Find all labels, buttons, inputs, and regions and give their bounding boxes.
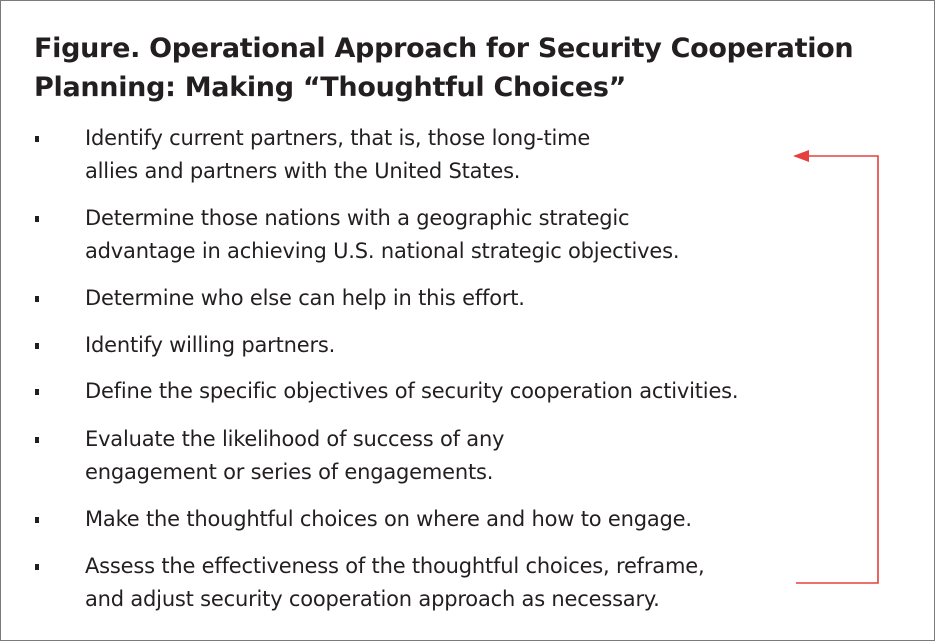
list-item-text: Identify current partners, that is, those long-time allies and partners with the United States. <box>85 126 591 183</box>
bullet-icon <box>35 389 39 395</box>
feedback-loop-arrow <box>781 141 891 591</box>
figure-title: Figure. Operational Approach for Security Cooperation Planning: Making “Thoughtful Choices” <box>34 33 854 103</box>
bullet-icon <box>35 136 39 142</box>
bullet-icon <box>35 437 39 443</box>
list-item-text: Define the specific objectives of security cooperation activities. <box>85 379 739 403</box>
bullet-icon <box>35 564 39 570</box>
list-item-text: Evaluate the likelihood of success of any engagement or series of engagements. <box>85 427 505 484</box>
bullet-icon <box>35 296 39 302</box>
bullet-icon <box>35 517 39 523</box>
bullet-icon <box>35 343 39 349</box>
list-item-text: Make the thoughtful choices on where and how to engage. <box>85 507 692 531</box>
list-item-text: Identify willing partners. <box>85 333 336 357</box>
list-item-text: Assess the effectiveness of the thoughtful choices, reframe, and adjust security cooperation approach as necessary. <box>85 554 705 611</box>
list-item-text: Determine those nations with a geographic strategic advantage in achieving U.S. national strategic objectives. <box>85 206 680 263</box>
arrowhead-icon <box>793 150 809 162</box>
bullet-icon <box>35 216 39 222</box>
list-item-text: Determine who else can help in this effort. <box>85 286 525 310</box>
feedback-loop-line <box>796 156 878 583</box>
